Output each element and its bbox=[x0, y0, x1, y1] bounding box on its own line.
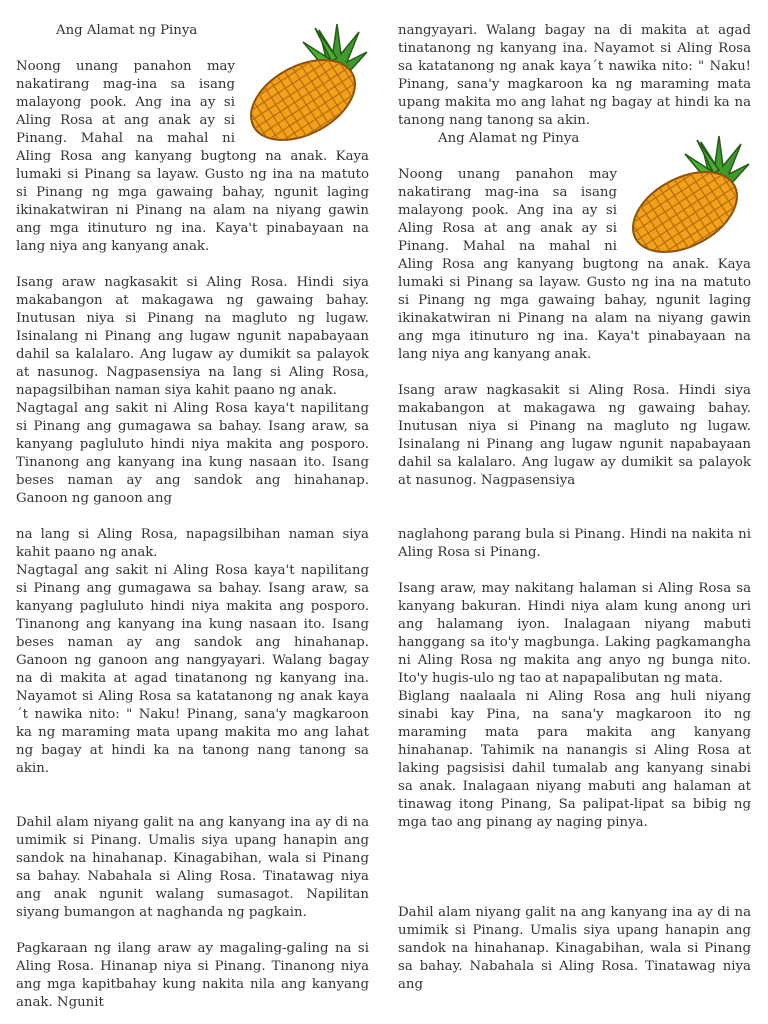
paragraph: Dahil alam niyang galit na ang kanyang ina ay di na umimik si Pinang. Umalis siya upang hanapin ang sandok na hinahanap. Kinagabihan, wala si Pinang sa bahay. Nabahala si Aling Rosa. Tinatawag niya ang anak ngunit walang sumasagot. Napilitan siyang bumangon at naghanda ng pagkain. bbox=[16, 815, 369, 920]
paragraph: Dahil alam niyang galit na ang kanyang ina ay di na umimik si Pinang. Umalis siya upang hanapin ang sandok na hinahanap. Kinagabihan, wala si Pinang sa bahay. Nabahala si Aling Rosa. Tinatawag niya ang bbox=[398, 905, 751, 992]
paragraph: Isang araw, may nakitang halaman si Aling Rosa sa kanyang bakuran. Hindi niya alam kung anong uri ang halamang iyon. Inalagaan niyang mabuti hanggang sa ito'y magbunga. Laking pagkamangha ni Aling Rosa ng makita ang anyo ng bunga nito. Ito'y hugis-ulo ng tao at napapalibutan ng mata. bbox=[398, 581, 751, 686]
paragraph: Biglang naalaala ni Aling Rosa ang huli niyang sinabi kay Pina, na sana'y magkaroon ito ng maraming mata para makita ang kanyang hinahanap. Tahimik na nanangis si Aling Rosa at laking pagsisisi dahil tumalab ang kanyang sinabi sa anak. Inalagaan niyang mabuti ang halaman at tinawag itong Pinang, Sa palipat-lipat sa bibig ng mga tao ang pinang ay naging pinya. bbox=[398, 689, 751, 830]
paragraph: Noong unang panahon may nakatirang mag-ina sa isang malayong pook. Ang ina ay si Aling Rosa at ang anak ay si Pinang. Mahal na mahal ni Aling Rosa ang kanyang bugtong na anak. Kaya lumaki si Pinang sa layaw. Gusto ng ina na matuto si Pinang ng mga gawaing bahay, ngunit laging ikinakatwiran ni Pinang na alam na niyang gawin ang mga itinuturo ng ina. Kaya't pinabayaan na lang niya ang kanyang anak. bbox=[16, 59, 369, 254]
paragraph: nangyayari. Walang bagay na di makita at agad tinatanong ng kanyang ina. Nayamot si Aling Rosa sa katatanong ng anak kaya´t nawika nito: " Naku! Pinang, sana'y magkaroon ka ng maraming mata upang makita mo ang lahat ng bagay at hindi ka na tanong nang tanong sa akin. bbox=[398, 23, 751, 128]
paragraph: Noong unang panahon may nakatirang mag-ina sa isang malayong pook. Ang ina ay si Aling Rosa at ang anak ay si Pinang. Mahal na mahal ni Aling Rosa ang kanyang bugtong na anak. Kaya lumaki si Pinang sa layaw. Gusto ng ina na matuto si Pinang ng mga gawaing bahay, ngunit laging ikinakatwiran ni Pinang na alam na niyang gawin ang mga itinuturo ng ina. Kaya't pinabayaan na lang niya ang kanyang anak. bbox=[398, 167, 751, 362]
paragraph: Isang araw nagkasakit si Aling Rosa. Hindi siya makabangon at makagawa ng gawaing bahay. Inutusan niya si Pinang na magluto ng lugaw. Isinalang ni Pinang ang lugaw ngunit napabayaan dahil sa kalalaro. Ang lugaw ay dumikit sa palayok at nasunog. Nagpasensiya bbox=[398, 383, 751, 488]
story-title: Ang Alamat ng Pinya bbox=[56, 23, 198, 38]
story-column-bottom-left bbox=[16, 526, 369, 1012]
paragraph: Isang araw nagkasakit si Aling Rosa. Hindi siya makabangon at makagawa ng gawaing bahay. Inutusan niya si Pinang na magluto ng lugaw. Isinalang ni Pinang ang lugaw ngunit napabayaan dahil sa kalalaro. Ang lugaw ay dumikit sa palayok at nasunog. Nagpasensiya na lang si Aling Rosa, napagsilbihan naman siya kahit paano ng anak. bbox=[16, 275, 369, 398]
story-column-bottom-right bbox=[398, 526, 751, 994]
story-column-top-left bbox=[16, 22, 369, 508]
paragraph: naglahong parang bula si Pinang. Hindi na nakita ni Aling Rosa si Pinang. bbox=[398, 527, 751, 560]
pineapple-icon bbox=[241, 22, 369, 142]
pineapple-icon bbox=[623, 134, 751, 254]
story-column-top-right bbox=[398, 22, 751, 490]
paragraph: Nagtagal ang sakit ni Aling Rosa kaya't napilitang si Pinang ang gumagawa sa bahay. Isang araw, sa kanyang pagluluto hindi niya makita ang posporo. Tinanong ang kanyang ina kung nasaan ito. Isang beses naman ay ang sandok ang hinahanap. Ganoon ng ganoon ang bbox=[16, 401, 369, 506]
paragraph: na lang si Aling Rosa, napagsilbihan naman siya kahit paano ng anak. bbox=[16, 527, 369, 560]
story-title: Ang Alamat ng Pinya bbox=[438, 131, 580, 146]
paragraph: Pagkaraan ng ilang araw ay magaling-galing na si Aling Rosa. Hinanap niya si Pinang. Tinanong niya ang mga kapitbahay kung nakita nila ang kanyang anak. Ngunit bbox=[16, 941, 369, 1010]
paragraph: Nagtagal ang sakit ni Aling Rosa kaya't napilitang si Pinang ang gumagawa sa bahay. Isang araw, sa kanyang pagluluto hindi niya makita ang posporo. Tinanong ang kanyang ina kung nasaan ito. Isang beses naman ay ang sandok ang hinahanap. Ganoon ng ganoon ang nangyayari. Walang bagay na di makita at agad tinatanong ng kanyang ina. Nayamot si Aling Rosa sa katatanong ng anak kaya´t nawika nito: " Naku! Pinang, sana'y magkaroon ka ng maraming mata upang makita mo ang lahat ng bagay at hindi ka na tanong nang tanong sa akin. bbox=[16, 563, 369, 776]
